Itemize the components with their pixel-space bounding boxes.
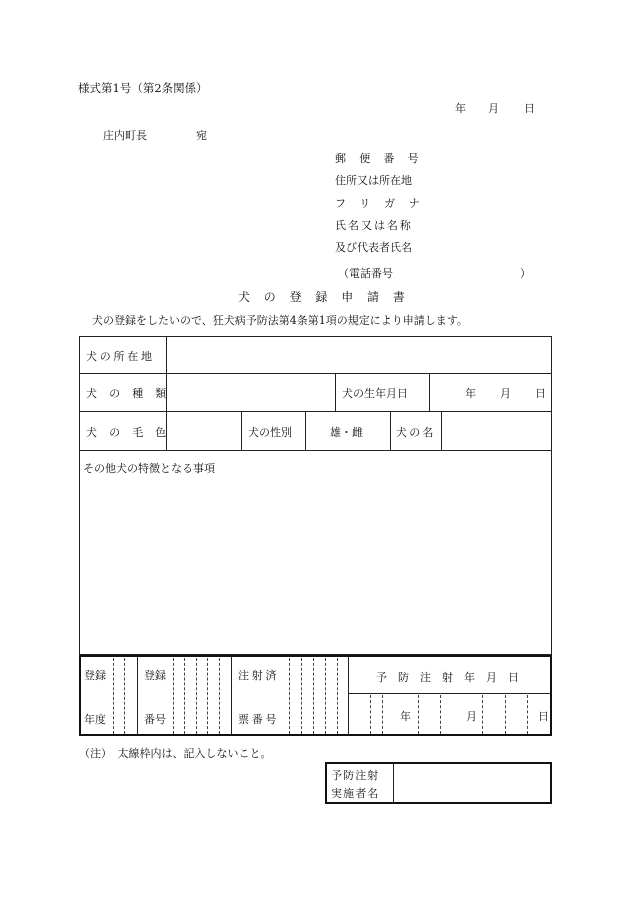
- birth-year: 年: [465, 387, 476, 400]
- reg-no-bottom-label: 番号: [144, 713, 166, 726]
- intro-text: 犬の登録をしたいので、狂犬病予防法第4条第1項の規定により申請します。: [92, 314, 468, 327]
- breed-label: 犬の種類: [86, 387, 179, 400]
- vaccination-year: 年: [400, 710, 411, 723]
- location-label: 犬の所在地: [86, 350, 155, 363]
- representative-label: 及び代表者氏名: [335, 241, 412, 254]
- vaccination-day: 日: [538, 710, 549, 723]
- dog-name-field[interactable]: [443, 413, 550, 449]
- vaccination-month: 月: [466, 710, 477, 723]
- furigana-label: フリガナ: [335, 197, 434, 210]
- addressee-name: 庄内町長: [103, 129, 147, 142]
- addressee-honorific: 宛: [196, 129, 207, 142]
- location-field[interactable]: [168, 338, 550, 372]
- phone-open-label: （電話番号: [338, 267, 393, 280]
- implementer-field[interactable]: [396, 765, 549, 801]
- form-number: 様式第1号（第2条関係）: [78, 81, 208, 95]
- document-title: 犬の登録申請書: [238, 290, 419, 304]
- reg-no-top-label: 登録: [144, 669, 166, 682]
- implementer-label-line1: 予防注射: [331, 769, 380, 782]
- phone-close-label: ）: [520, 267, 531, 280]
- birth-day: 日: [535, 387, 546, 400]
- sex-label: 犬の性別: [248, 426, 292, 439]
- dog-name-label: 犬の名: [396, 426, 436, 439]
- name-label: 氏名又は名称: [335, 219, 413, 232]
- reg-year-top-label: 登録: [84, 669, 106, 682]
- injection-bottom-label: 票番号: [238, 713, 280, 726]
- date-month: 月: [488, 102, 499, 115]
- features-label: その他犬の特徴となる事項: [83, 462, 215, 475]
- date-year: 年: [455, 102, 466, 115]
- reg-year-bottom-label: 年度: [84, 713, 106, 726]
- address-label: 住所又は所在地: [335, 174, 412, 187]
- postal-code-label: 郵便番号: [335, 152, 432, 165]
- color-field[interactable]: [168, 413, 240, 449]
- date-day: 日: [524, 102, 535, 115]
- birth-label: 犬の生年月日: [342, 387, 408, 400]
- birth-month: 月: [500, 387, 511, 400]
- note-text: （注） 太線枠内は、記入しないこと。: [79, 747, 272, 760]
- vaccination-date-header: 予防注射年月日: [376, 671, 530, 684]
- color-label: 犬の毛色: [86, 426, 179, 439]
- injection-top-label: 注射済: [238, 669, 280, 682]
- features-field[interactable]: [81, 476, 550, 652]
- implementer-label-line2: 実施者名: [331, 787, 380, 800]
- sex-value[interactable]: 雄・雌: [330, 426, 363, 439]
- breed-field[interactable]: [168, 375, 334, 410]
